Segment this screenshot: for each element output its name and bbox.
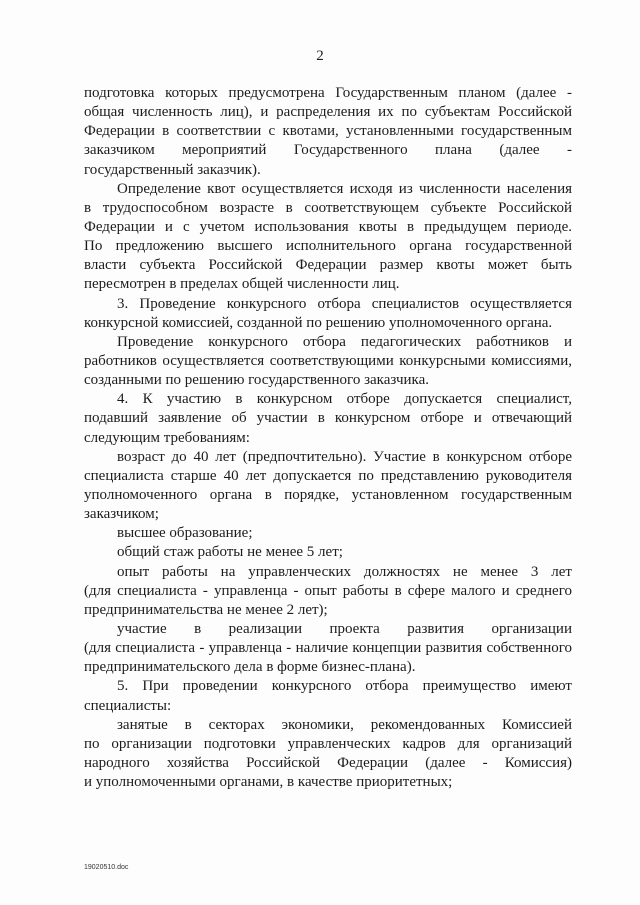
- text-line: высшее образование;: [117, 525, 253, 542]
- text-line: участие в реализации проекта развития организации: [117, 620, 572, 637]
- text-line: Федерации и с учетом использования квоты в предыдущем периоде.: [84, 218, 572, 235]
- text-line: специалисты:: [84, 697, 172, 714]
- text-line: заказчиком;: [84, 506, 159, 523]
- document-body: [84, 84, 572, 792]
- text-line: занятые в секторах экономики, рекомендованных Комиссией: [117, 716, 572, 733]
- text-line: Определение квот осуществляется исходя из численности населения: [117, 180, 572, 197]
- text-line: государственный заказчик).: [84, 161, 261, 178]
- text-line: предпринимательства не менее 2 лет);: [84, 601, 328, 618]
- text-line: 3. Проведение конкурсного отбора специалистов осуществляется: [117, 295, 572, 312]
- text-line: народного хозяйства Российской Федерации (далее - Комиссия): [84, 754, 572, 771]
- text-line: уполномоченного органа в порядке, установленном государственным: [84, 486, 572, 503]
- text-line: конкурсной комиссией, созданной по решению уполномоченного органа.: [84, 314, 553, 331]
- text-line: заказчиком мероприятий Государственного плана (далее -: [84, 142, 572, 159]
- text-line: общая численность лиц), и распределения их по субъектам Российской: [84, 104, 572, 121]
- text-line: работников осуществляется соответствующими конкурсными комиссиями,: [84, 352, 572, 369]
- text-line: подготовка которых предусмотрена Государственным планом (далее -: [84, 85, 572, 101]
- text-line: (для специалиста - управленца - опыт работы в сфере малого и среднего: [84, 582, 572, 599]
- text-line: специалиста старше 40 лет допускается по представлению руководителя: [84, 467, 572, 484]
- text-line: Федерации в соответствии с квотами, установленными государственным: [84, 123, 572, 140]
- text-line: общий стаж работы не менее 5 лет;: [117, 544, 343, 561]
- text-line: возраст до 40 лет (предпочтительно). Участие в конкурсном отборе: [117, 448, 572, 465]
- page-number: 2: [316, 48, 324, 64]
- text-line: предпринимательского дела в форме бизнес-плана).: [84, 659, 416, 676]
- text-line: (для специалиста - управленца - наличие концепции развития собственного: [84, 640, 572, 657]
- text-line: в трудоспособном возрасте в соответствующем субъекте Российской: [84, 199, 572, 216]
- text-line: следующим требованиям:: [84, 429, 250, 446]
- text-line: по организации подготовки управленческих кадров для организаций: [84, 735, 572, 752]
- text-line: и уполномоченными органами, в качестве приоритетных;: [84, 774, 453, 791]
- text-line: 5. При проведении конкурсного отбора преимущество имеют: [117, 678, 572, 695]
- text-line: 4. К участию в конкурсном отборе допускается специалист,: [117, 391, 572, 408]
- file-name-footer: 19020510.doc: [84, 864, 129, 871]
- text-line: опыт работы на управленческих должностях не менее 3 лет: [117, 563, 572, 580]
- text-line: пересмотрен в пределах общей численности лиц.: [84, 276, 400, 293]
- text-line: подавший заявление об участии в конкурсном отборе и отвечающий: [84, 410, 572, 427]
- text-line: По предложению высшего исполнительного органа государственной: [84, 238, 572, 255]
- text-line: созданными по решению государственного заказчика.: [84, 372, 430, 389]
- text-line: Проведение конкурсного отбора педагогических работников и: [117, 333, 572, 350]
- text-line: власти субъекта Российской Федерации размер квоты может быть: [84, 257, 572, 274]
